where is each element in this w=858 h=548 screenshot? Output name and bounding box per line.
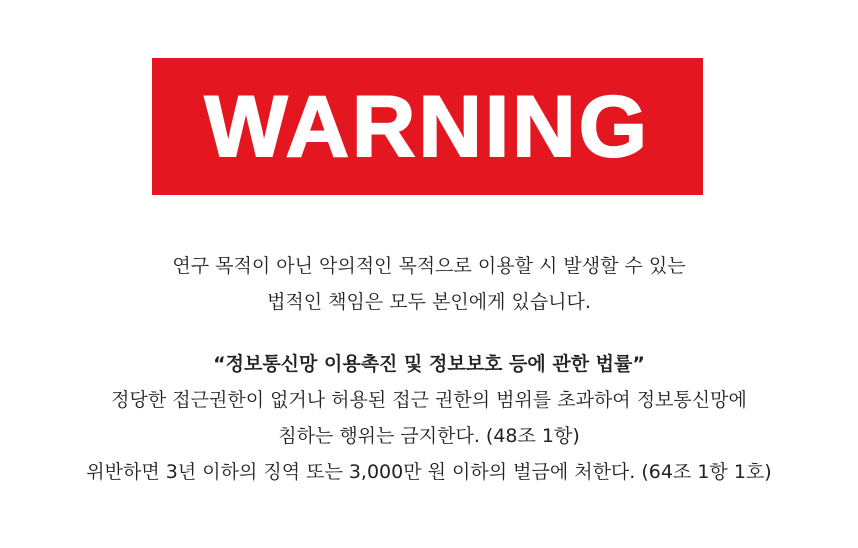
law-notice xyxy=(0,346,858,490)
liability-line: 법적인 책임은 모두 본인에게 있습니다. xyxy=(267,291,591,313)
law-line: 침하는 행위는 금지한다. (48조 1항) xyxy=(278,425,580,447)
warning-banner xyxy=(152,58,703,195)
liability-line: 연구 목적이 아닌 악의적인 목적으로 이용할 시 발생할 수 있는 xyxy=(172,255,686,277)
law-line: 정당한 접근권한이 없거나 허용된 접근 권한의 범위를 초과하여 정보통신망에 xyxy=(111,389,747,411)
law-line: 위반하면 3년 이하의 징역 또는 3,000만 원 이하의 벌금에 처한다. (64조 1항 1호) xyxy=(86,461,772,483)
law-title: “정보통신망 이용촉진 및 정보보호 등에 관한 법률” xyxy=(213,353,645,375)
liability-notice xyxy=(0,248,858,320)
warning-title: WARNING xyxy=(204,78,651,175)
